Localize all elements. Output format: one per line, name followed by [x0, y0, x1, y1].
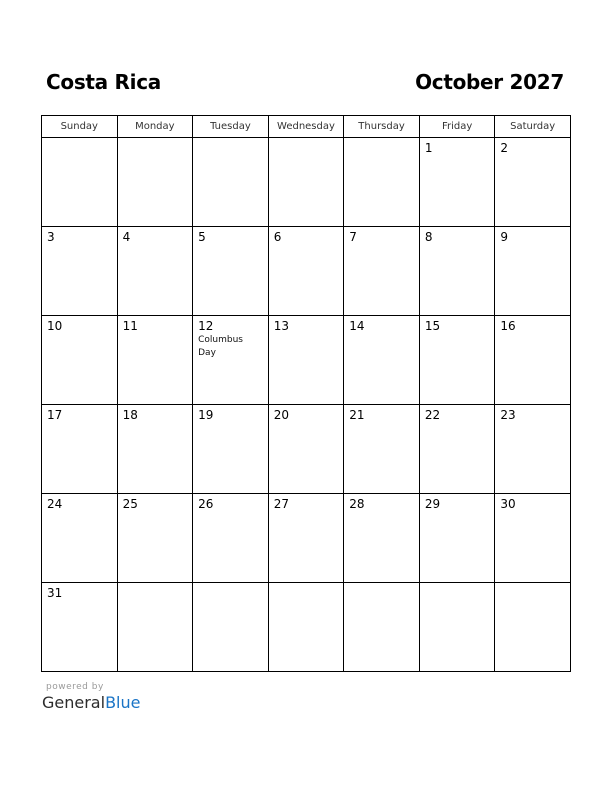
week-row [42, 316, 571, 405]
day-cell [193, 583, 269, 672]
day-cell [495, 405, 571, 494]
day-cell [268, 227, 344, 316]
day-cell [117, 227, 193, 316]
day-number: 17 [47, 408, 63, 422]
day-number: 14 [349, 319, 365, 333]
day-cell [344, 583, 420, 672]
day-number [420, 583, 495, 586]
day-cell [344, 227, 420, 316]
day-number: 28 [349, 497, 365, 511]
weekday-thursday: Thursday [344, 116, 420, 138]
day-number: 21 [349, 408, 365, 422]
day-number: 19 [198, 408, 214, 422]
day-cell [42, 494, 118, 583]
day-cell [419, 405, 495, 494]
day-cell [419, 227, 495, 316]
day-number: 23 [500, 408, 516, 422]
day-cell [268, 583, 344, 672]
day-cell [42, 227, 118, 316]
weekday-header-row [42, 116, 571, 138]
day-cell [42, 405, 118, 494]
day-number [269, 138, 344, 141]
day-cell [42, 138, 118, 227]
day-cell [419, 138, 495, 227]
day-number: 5 [198, 230, 206, 244]
day-cell [117, 494, 193, 583]
day-cell [193, 494, 269, 583]
day-number: 25 [122, 497, 138, 511]
day-number [193, 138, 268, 141]
weekday-monday: Monday [117, 116, 193, 138]
day-number [42, 138, 117, 141]
day-cell [344, 316, 420, 405]
day-number [344, 138, 419, 141]
day-number: 11 [122, 319, 138, 333]
day-number: 26 [198, 497, 214, 511]
day-number: 15 [424, 319, 441, 333]
week-row [42, 494, 571, 583]
day-number: 7 [349, 230, 357, 244]
day-number [269, 583, 344, 586]
day-number: 31 [47, 586, 63, 600]
day-number: 1 [424, 141, 433, 155]
day-cell [268, 138, 344, 227]
weekday-friday: Friday [419, 116, 495, 138]
day-number: 6 [273, 230, 282, 244]
day-cell [344, 138, 420, 227]
day-cell [344, 405, 420, 494]
month-year-title: October 2027 [415, 70, 564, 94]
day-number: 22 [424, 408, 441, 422]
week-row [42, 405, 571, 494]
day-number [118, 138, 193, 141]
week-row [42, 138, 571, 227]
day-number: 13 [273, 319, 289, 333]
day-number: 29 [424, 497, 441, 511]
brand-blue: Blue [105, 693, 141, 712]
powered-by-text: powered by [46, 682, 104, 692]
weekday-sunday: Sunday [42, 116, 118, 138]
day-number: 3 [47, 230, 55, 244]
day-cell [344, 494, 420, 583]
day-cell [268, 405, 344, 494]
day-number [344, 583, 419, 586]
day-number: 2 [500, 141, 509, 155]
day-cell [495, 227, 571, 316]
day-number: 10 [47, 319, 63, 333]
day-number: 27 [273, 497, 289, 511]
country-title: Costa Rica [46, 70, 161, 94]
day-cell [495, 583, 571, 672]
weekday-tuesday: Tuesday [193, 116, 269, 138]
day-number: 8 [424, 230, 433, 244]
calendar-grid [41, 115, 571, 672]
day-cell [193, 227, 269, 316]
day-cell [193, 316, 269, 405]
weekday-saturday: Saturday [495, 116, 571, 138]
week-row [42, 583, 571, 672]
day-cell [193, 405, 269, 494]
day-number: 4 [122, 230, 131, 244]
day-number: 30 [500, 497, 516, 511]
day-cell [495, 316, 571, 405]
day-cell [117, 138, 193, 227]
day-cell [419, 316, 495, 405]
day-number: 16 [500, 319, 516, 333]
day-number: 9 [500, 230, 509, 244]
day-cell [495, 494, 571, 583]
day-cell [42, 316, 118, 405]
day-cell [268, 494, 344, 583]
day-number: 12 [198, 319, 214, 333]
week-row [42, 227, 571, 316]
day-number [118, 583, 193, 586]
day-number [193, 583, 268, 586]
day-cell [42, 583, 118, 672]
day-number: 24 [47, 497, 63, 511]
day-cell [117, 583, 193, 672]
weekday-wednesday: Wednesday [268, 116, 344, 138]
holiday-label: Columbus Day [198, 335, 243, 358]
brand-general: General [42, 693, 106, 712]
day-number [495, 583, 570, 586]
day-number: 20 [273, 408, 289, 422]
day-cell [117, 405, 193, 494]
day-cell [419, 494, 495, 583]
day-cell [495, 138, 571, 227]
day-cell [193, 138, 269, 227]
day-cell [419, 583, 495, 672]
generalblue-logo[interactable] [42, 693, 140, 712]
day-cell [268, 316, 344, 405]
day-number: 18 [122, 408, 138, 422]
day-cell [117, 316, 193, 405]
